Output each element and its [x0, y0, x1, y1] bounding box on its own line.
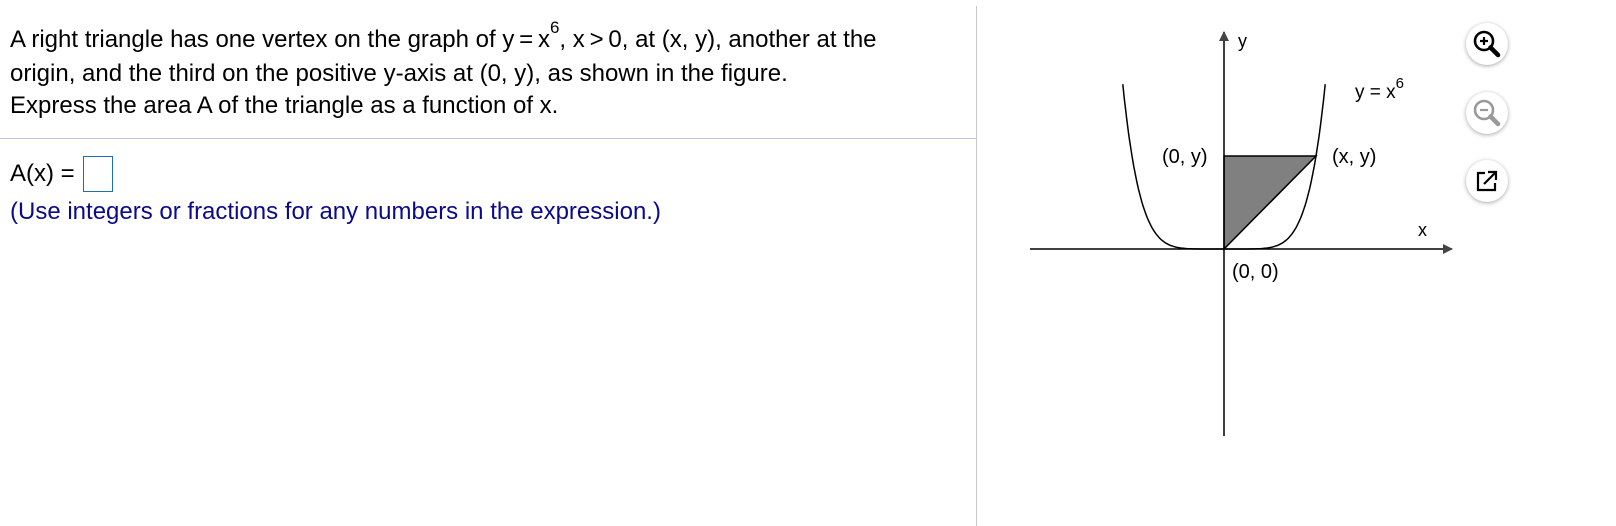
- y-axis-label: y: [1238, 31, 1247, 51]
- stem-line-3: Express the area A of the triangle as a function of x.: [10, 92, 559, 119]
- section-divider: [0, 138, 976, 139]
- curve-label: $y = x^6$: [1355, 75, 1404, 103]
- zoom-in-icon: [1471, 28, 1503, 60]
- point-on-y-axis-label: (0, y): [1162, 146, 1208, 168]
- shaded-triangle: [1224, 156, 1316, 249]
- popout-button[interactable]: [1466, 160, 1508, 202]
- external-link-icon: [1473, 167, 1501, 195]
- answer-label: A(x) =: [10, 160, 75, 187]
- zoom-in-button[interactable]: [1466, 23, 1508, 65]
- stem-line-1-text: A right triangle has one vertex on the graph of y = x: [10, 26, 550, 53]
- figure-graph: [1010, 6, 1480, 476]
- stem-line-1: [10, 18, 970, 58]
- stem-line-1-text-rest: , x > 0, at (x, y), another at the: [559, 26, 877, 53]
- zoom-out-button[interactable]: [1466, 92, 1508, 134]
- point-on-curve-label: (x, y): [1332, 146, 1377, 168]
- stem-exponent: 6: [549, 18, 560, 37]
- stem-line-2: origin, and the third on the positive y-axis at (0, y), as shown in the figure.: [10, 60, 788, 87]
- question-stem: [10, 18, 970, 122]
- answer-input[interactable]: [83, 156, 113, 192]
- x-axis-label: x: [1418, 220, 1427, 240]
- answer-hint: (Use integers or fractions for any numbers in the expression.): [10, 198, 661, 225]
- pane-divider: [976, 6, 977, 526]
- answer-row: [10, 154, 113, 194]
- origin-label: (0, 0): [1232, 261, 1279, 283]
- figure: [1010, 6, 1480, 476]
- zoom-out-icon: [1471, 97, 1503, 129]
